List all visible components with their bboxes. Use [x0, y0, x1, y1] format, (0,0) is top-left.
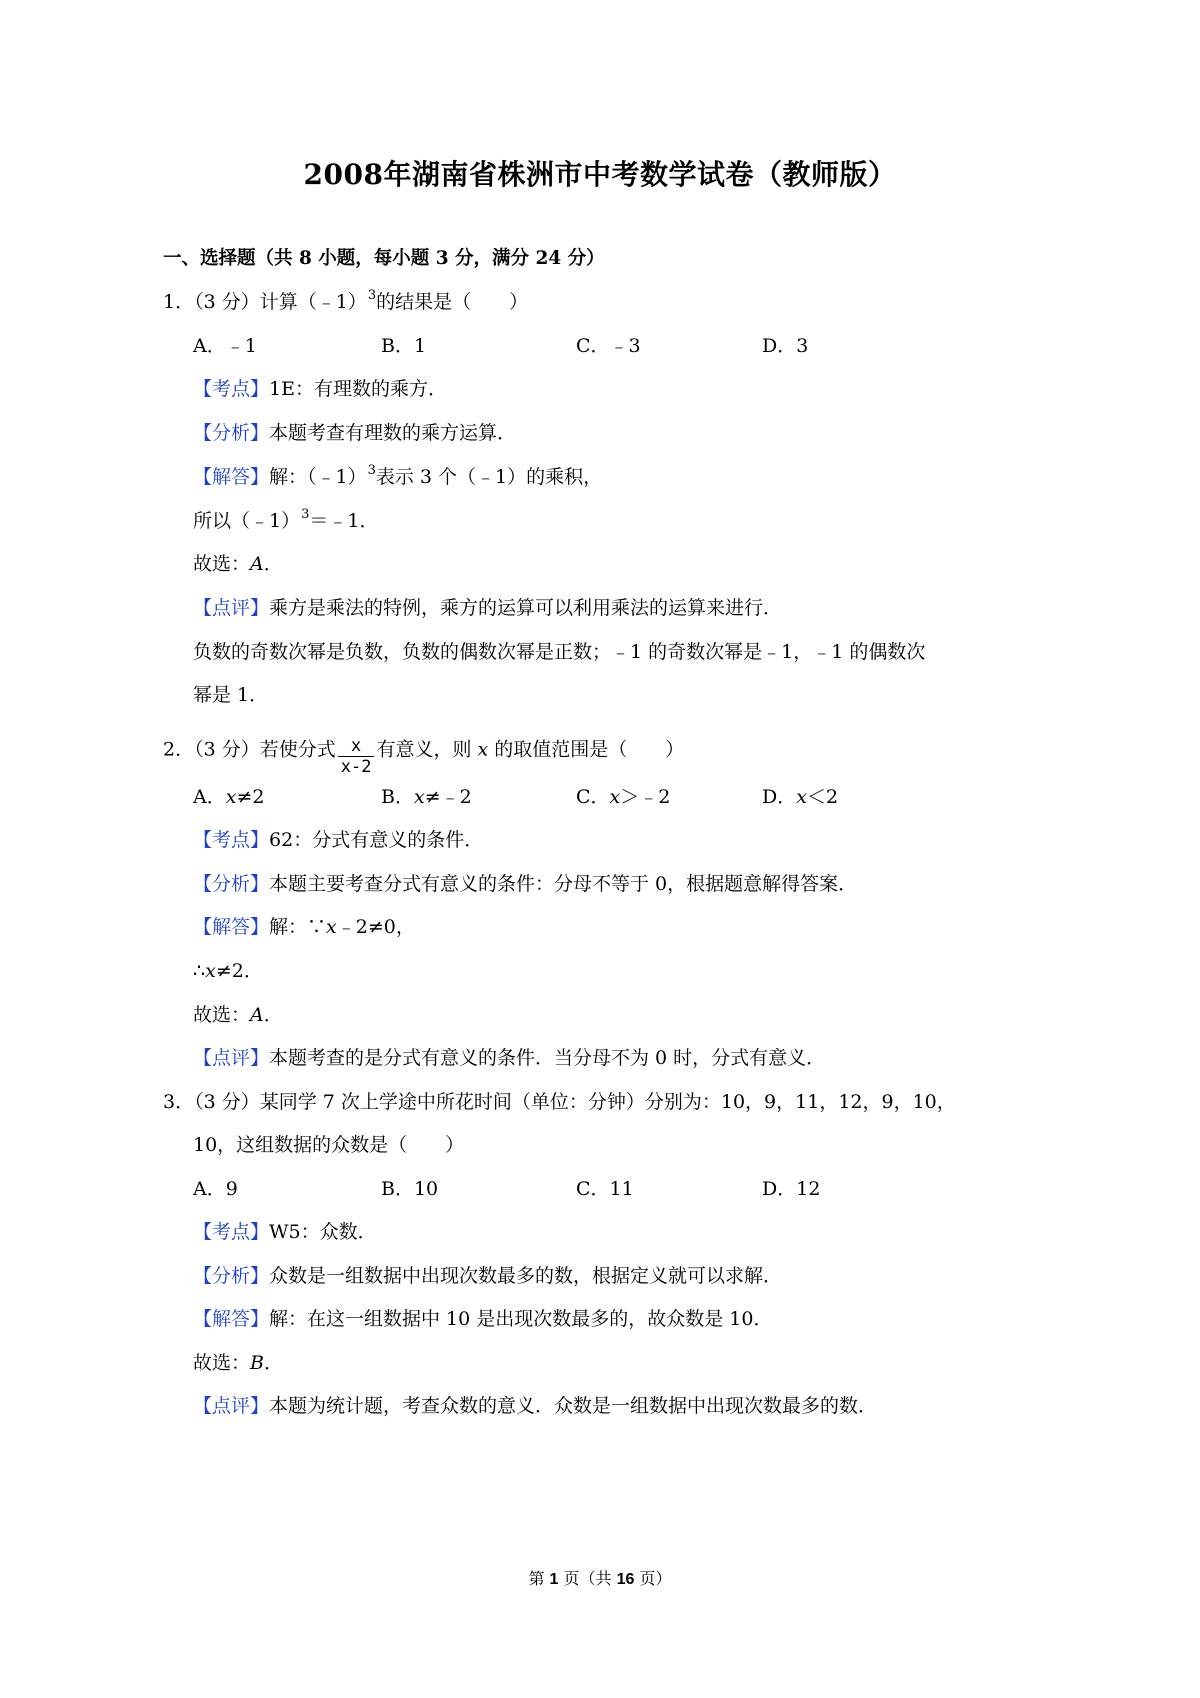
q2-fenxi: 【分析】本题主要考查分式有意义的条件：分母不等于 0，根据题意解得答案．	[193, 873, 858, 895]
q2-kaodian: 【考点】62：分式有意义的条件．	[193, 829, 484, 851]
q1-jieda: 【解答】解：（﹣1）$^3$表示 3 个（﹣1）的乘积，	[193, 463, 603, 488]
q3-answer: 故选：B．	[193, 1352, 283, 1374]
q3-dianping: 【点评】本题为统计题，考查众数的意义．众数是一组数据中出现次数最多的数．	[193, 1395, 878, 1417]
question-1-stem: 1．（3 分）计算（﹣1）$^3$的结果是（ ）	[163, 288, 529, 313]
q2-option-a: A．x≠2	[193, 786, 265, 808]
q3-jieda: 【解答】解：在这一组数据中 10 是出现次数最多的，故众数是 10．	[193, 1308, 773, 1330]
jieda-tag: 【解答】	[193, 1308, 270, 1330]
q2-option-b: B．x≠﹣2	[381, 786, 472, 808]
q3-option-a: A．9	[193, 1178, 238, 1200]
fraction-x-over-x-minus-2: $\frac{x}{x-2}$	[338, 736, 375, 777]
q2-option-c: C．x＞﹣2	[576, 786, 671, 808]
section-heading: 一、选择题（共 8 小题，每小题 3 分，满分 24 分）	[163, 248, 605, 269]
q1-fenxi: 【分析】本题考查有理数的乘方运算．	[193, 422, 517, 444]
q1-jieda-line2: 所以（﹣1）$^3$＝﹣1．	[193, 507, 379, 532]
q1-option-d: D．3	[762, 335, 809, 357]
fenxi-tag: 【分析】	[193, 873, 270, 895]
q1-option-c: C．﹣3	[576, 335, 641, 357]
q2-dianping: 【点评】本题考查的是分式有意义的条件．当分母不为 0 时，分式有意义．	[193, 1047, 826, 1069]
q1-answer: 故选：A．	[193, 553, 283, 575]
jieda-tag: 【解答】	[193, 466, 270, 488]
q1-dianping-line2: 负数的奇数次幂是负数，负数的偶数次幂是正数；﹣1 的奇数次幂是﹣1，﹣1 的偶数次	[193, 641, 926, 663]
total-page-count: 16	[616, 1571, 635, 1588]
q2-jieda-line2: ∴x≠2．	[193, 960, 263, 982]
kaodian-tag: 【考点】	[193, 829, 270, 851]
q3-option-d: D．12	[762, 1178, 821, 1200]
q3-kaodian: 【考点】W5：众数．	[193, 1221, 377, 1243]
dianping-tag: 【点评】	[193, 1047, 270, 1069]
q1-option-b: B．1	[381, 335, 427, 357]
jieda-tag: 【解答】	[193, 916, 270, 938]
q1-dianping: 【点评】乘方是乘法的特例，乘方的运算可以利用乘法的运算来进行．	[193, 597, 783, 619]
dianping-tag: 【点评】	[193, 1395, 270, 1417]
q2-jieda: 【解答】解：∵x﹣2≠0，	[193, 916, 415, 938]
question-2-stem: 2．（3 分）若使分式 $\frac{x}{x-2}$ 有意义，则 x 的取值范围是（ ）	[163, 736, 685, 777]
q1-kaodian: 【考点】1E：有理数的乘方．	[193, 378, 447, 400]
q3-option-c: C．11	[576, 1178, 634, 1200]
q2-option-d: D．x＜2	[762, 786, 839, 808]
q1-dianping-line3: 幂是 1．	[193, 684, 269, 706]
page-footer: 第 1 页（共 16 页）	[528, 1569, 672, 1588]
fenxi-tag: 【分析】	[193, 422, 270, 444]
q1-option-a: A．﹣1	[193, 335, 257, 357]
q3-option-b: B．10	[381, 1178, 439, 1200]
q3-fenxi: 【分析】众数是一组数据中出现次数最多的数，根据定义就可以求解．	[193, 1265, 783, 1287]
current-page-number: 1	[549, 1571, 559, 1588]
page-title: 2008年湖南省株洲市中考数学试卷（教师版）	[303, 158, 897, 191]
question-3-stem-line2: 10，这组数据的众数是（ ）	[193, 1134, 465, 1156]
kaodian-tag: 【考点】	[193, 1221, 270, 1243]
fenxi-tag: 【分析】	[193, 1265, 270, 1287]
question-3-stem: 3．（3 分）某同学 7 次上学途中所花时间（单位：分钟）分别为：10，9，11，12，9，10，	[163, 1091, 956, 1113]
dianping-tag: 【点评】	[193, 597, 270, 619]
kaodian-tag: 【考点】	[193, 378, 270, 400]
q2-answer: 故选：A．	[193, 1004, 283, 1026]
